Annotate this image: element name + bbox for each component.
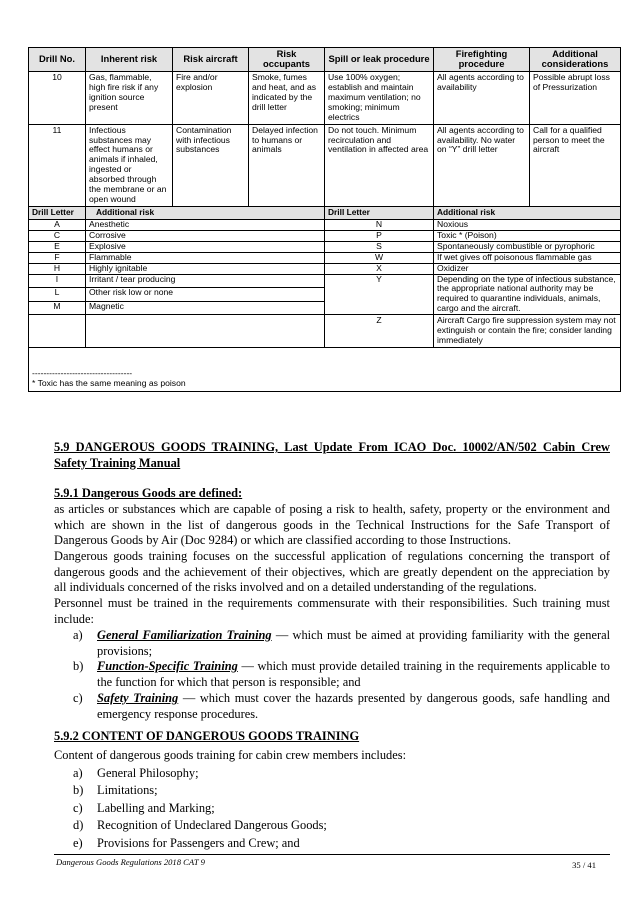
list-marker: e) [73,835,83,850]
drill-letter: P [325,230,434,241]
drill-letter: A [29,219,86,230]
list-marker: c) [73,800,83,815]
footnote-text: * Toxic has the same meaning as poison [32,378,186,389]
term-description: — which must provide detailed training in the requirements applicable to the function for which that person is responsible; and [97,659,610,689]
header-spill-procedure: Spill or leak procedure [325,48,434,72]
additional-risk: If wet gives off poisonous flammable gas [434,252,621,263]
drill-letter: C [29,230,86,241]
drill-letter: M [29,301,86,315]
letter-row [29,274,621,288]
list-item-safety-training [54,691,610,722]
header-additional-risk-right: Additional risk [434,207,621,219]
drill-letter: F [29,252,86,263]
section-title: 5.9 DANGEROUS GOODS TRAINING, Last Update From ICAO Doc. 10002/AN/502 Cabin Crew Safety Training Manual [54,440,610,470]
page-number: 35 / 41 [572,860,596,870]
list-item-text: General Philosophy; [97,766,199,780]
drill-letter: Y [325,274,434,315]
table-cell: Do not touch. Minimum recirculation and ventilation in affected area [325,124,434,207]
letter-row [29,263,621,274]
term-description: — which must be aimed at providing familiarity with the general provisions; [97,628,611,658]
drill-letter: E [29,241,86,252]
term-function-specific: Function-Specific Training [97,659,238,673]
drill-letter: Z [325,315,434,348]
list-marker: a) [73,628,83,642]
footnote-rule: ----------------------------------- [32,368,133,379]
list-item-text: Labelling and Marking; [97,800,215,815]
drill-letter: I [29,274,86,288]
header-drill-no: Drill No. [29,48,86,72]
term-description: — which must cover the hazards presented by dangerous goods, safe handling and emergency response procedures. [97,691,610,721]
paragraph-content-intro: Content of dangerous goods training for cabin crew members includes: [54,748,407,762]
additional-risk: Spontaneously combustible or pyrophoric [434,241,621,252]
list-item [54,817,610,834]
additional-risk: Flammable [86,252,325,263]
header-drill-letter-right: Drill Letter [325,207,434,219]
drill-letter: H [29,263,86,274]
table-cell: Fire and/or explosion [173,71,249,124]
list-marker: b) [73,783,84,798]
drill-letter: X [325,263,434,274]
paragraph-training-focus: Dangerous goods training focuses on the successful application of regulations concerning the transport of dangerous goods and the achievement of their objectives, which are greatly dependent on the appreciation by all individuals concerned of the risks involved and on a detailed understanding of the regulations. [54,549,610,595]
list-item [54,800,610,817]
list-item-text [97,628,610,659]
table-cell: Gas, flammable, high fire risk if any ignition source present [86,71,173,124]
list-item [54,782,610,799]
additional-risk: Irritant / tear producing [86,274,325,288]
list-item-text: Provisions for Passengers and Crew; and [97,835,300,850]
additional-risk: Magnetic [86,301,325,315]
letter-row [29,230,621,241]
list-item-text [97,659,610,690]
additional-risk: Oxidizer [434,263,621,274]
list-item [54,835,610,852]
table-cell: Delayed infection to humans or animals [249,124,325,207]
header-risk-aircraft: Risk aircraft [173,48,249,72]
letter-row [29,219,621,230]
additional-risk: Toxic * (Poison) [434,230,621,241]
table-cell: All agents according to availability. No water on “Y” drill letter [434,124,530,207]
list-item-function-specific [54,659,610,690]
header-additional-risk-left: Additional risk [86,207,325,219]
list-item-text [97,691,610,722]
list-item-text: Recognition of Undeclared Dangerous Goods; [97,818,327,833]
additional-risk: Noxious [434,219,621,230]
paragraph-definition: as articles or substances which are capable of posing a risk to health, safety, property or the environment and which are shown in the list of dangerous goods in the Technical Instructions for the Safe Transport of Dangerous Goods by Air (Doc 9284) or which are classified according to those Instructions. [54,502,610,548]
table-note-row [29,348,621,392]
header-firefighting-procedure: Firefighting procedure [434,48,530,72]
letter-row [29,241,621,252]
table-cell: Contamination with infectious substances [173,124,249,207]
list-marker: a) [73,766,83,780]
drill-letter: L [29,288,86,302]
additional-risk: Corrosive [86,230,325,241]
table-cell: Possible abrupt loss of Pressurization [530,71,621,124]
drill-table [28,47,621,392]
table-row [29,124,621,207]
list-item-general-familiarization [54,628,610,659]
header-inherent-risk: Inherent risk [86,48,173,72]
table-cell: 10 [29,71,86,124]
drill-letter: W [325,252,434,263]
table-footnote [29,348,621,392]
table-cell: Call for a qualified person to meet the aircraft [530,124,621,207]
footer-divider [54,854,610,855]
empty-cell [86,315,325,348]
subsection-title-defined: 5.9.1 Dangerous Goods are defined: [54,486,243,500]
list-marker: d) [73,818,84,833]
table-header-row [29,48,621,72]
additional-risk: Explosive [86,241,325,252]
header-additional-considerations: Additional considerations [530,48,621,72]
table-cell: Smoke, fumes and heat, and as indicated by the drill letter [249,71,325,124]
header-drill-letter-left: Drill Letter [29,207,86,219]
content-list [54,765,610,852]
empty-cell [29,315,86,348]
list-item-text: Limitations; [97,783,158,798]
term-safety-training: Safety Training [97,691,179,705]
additional-risk: Aircraft Cargo fire suppression system may not extinguish or contain the fire; consider landing immediately [434,315,621,348]
paragraph-requirements: Personnel must be trained in the requirements commensurate with their responsibilities. Such training must include: [54,596,610,626]
subsection-title-content: 5.9.2 CONTENT OF DANGEROUS GOODS TRAINING [54,729,360,743]
table-cell: Use 100% oxygen; establish and maintain maximum ventilation; no smoking; minimum electrics [325,71,434,124]
list-item [54,765,610,782]
list-marker: c) [73,691,83,705]
additional-risk: Other risk low or none [86,288,325,302]
table-cell: Infectious substances may effect humans or animals if inhaled, ingested or absorbed through the membrane or an open wound [86,124,173,207]
table-cell: 11 [29,124,86,207]
drill-letter-header-row [29,207,621,219]
header-risk-occupants: Risk occupants [249,48,325,72]
letter-row [29,252,621,263]
drill-letter: N [325,219,434,230]
additional-risk: Depending on the type of infectious substance, the appropriate national authority may be required to quarantine individuals, animals, cargo and the aircraft. [434,274,621,315]
list-marker: b) [73,659,84,673]
term-general-familiarization: General Familiarization Training [97,628,272,642]
table-row [29,71,621,124]
drill-letter: S [325,241,434,252]
table-cell: All agents according to availability [434,71,530,124]
footer-document-title: Dangerous Goods Regulations 2018 CAT 9 [56,857,205,867]
additional-risk: Anesthetic [86,219,325,230]
additional-risk: Highly ignitable [86,263,325,274]
letter-row [29,315,621,348]
